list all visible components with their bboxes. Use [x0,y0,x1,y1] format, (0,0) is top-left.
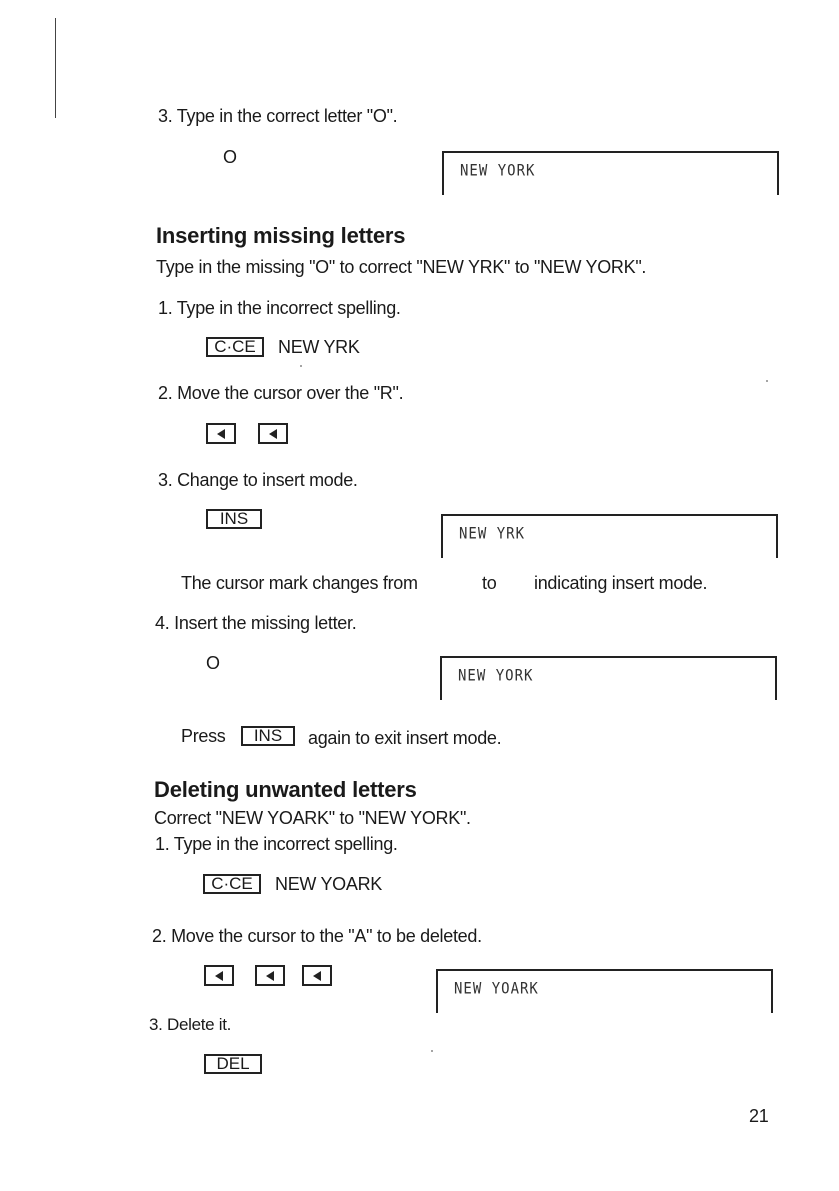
scan-speck [766,380,768,382]
insert-intro: Type in the missing "O" to correct "NEW YRK" to "NEW YORK". [156,257,647,277]
cursor-text-c: indicating insert mode. [534,573,708,593]
insert-step-3: 3. Change to insert mode. [158,470,358,490]
letter-o-insert: O [206,653,220,673]
delete-intro: Correct "NEW YOARK" to "NEW YORK". [154,808,471,828]
margin-rule [55,18,56,118]
step-type-correct-letter: 3. Type in the correct letter "O". [158,106,398,126]
letter-o-top: O [223,147,237,167]
left-arrow-icon [217,429,225,439]
page-number: 21 [749,1106,769,1126]
typed-new-yrk: NEW YRK [278,337,360,357]
left-arrow-icon [215,971,223,981]
insert-step-1: 1. Type in the incorrect spelling. [158,298,401,318]
scan-speck [431,1050,433,1052]
left-arrow-key-1 [206,423,236,444]
left-arrow-key-2 [258,423,288,444]
ins-key-exit: INS [241,726,295,746]
ins-key: INS [206,509,262,529]
lcd-text-ins: NEW YRK [459,524,526,544]
lcd-display-ins [441,514,778,558]
press-after-text: again to exit insert mode. [308,728,502,748]
lcd-text-delete: NEW YOARK [454,979,539,999]
typed-new-yoark: NEW YOARK [275,874,382,894]
left-arrow-key-5 [302,965,332,986]
left-arrow-icon [266,971,274,981]
cursor-text-a: The cursor mark changes from [181,573,418,593]
lcd-text-result: NEW YORK [458,666,534,686]
left-arrow-icon [269,429,277,439]
cce-key-insert: C·CE [206,337,264,357]
delete-step-2: 2. Move the cursor to the "A" to be deleted. [152,926,482,946]
lcd-display-result [440,656,777,700]
cursor-text-b: to [482,573,497,593]
delete-step-3: 3. Delete it. [149,1015,232,1034]
cce-key-delete: C·CE [203,874,261,894]
left-arrow-key-4 [255,965,285,986]
lcd-text-top: NEW YORK [460,161,536,181]
heading-deleting: Deleting unwanted letters [154,777,417,802]
press-text: Press [181,726,226,746]
lcd-display-delete [436,969,773,1013]
insert-step-4: 4. Insert the missing letter. [155,613,357,633]
heading-inserting: Inserting missing letters [156,223,406,248]
lcd-display-top [442,151,779,195]
delete-step-1: 1. Type in the incorrect spelling. [155,834,398,854]
del-key: DEL [204,1054,262,1074]
insert-step-2: 2. Move the cursor over the "R". [158,383,404,403]
scan-speck [300,365,302,367]
left-arrow-key-3 [204,965,234,986]
left-arrow-icon [313,971,321,981]
